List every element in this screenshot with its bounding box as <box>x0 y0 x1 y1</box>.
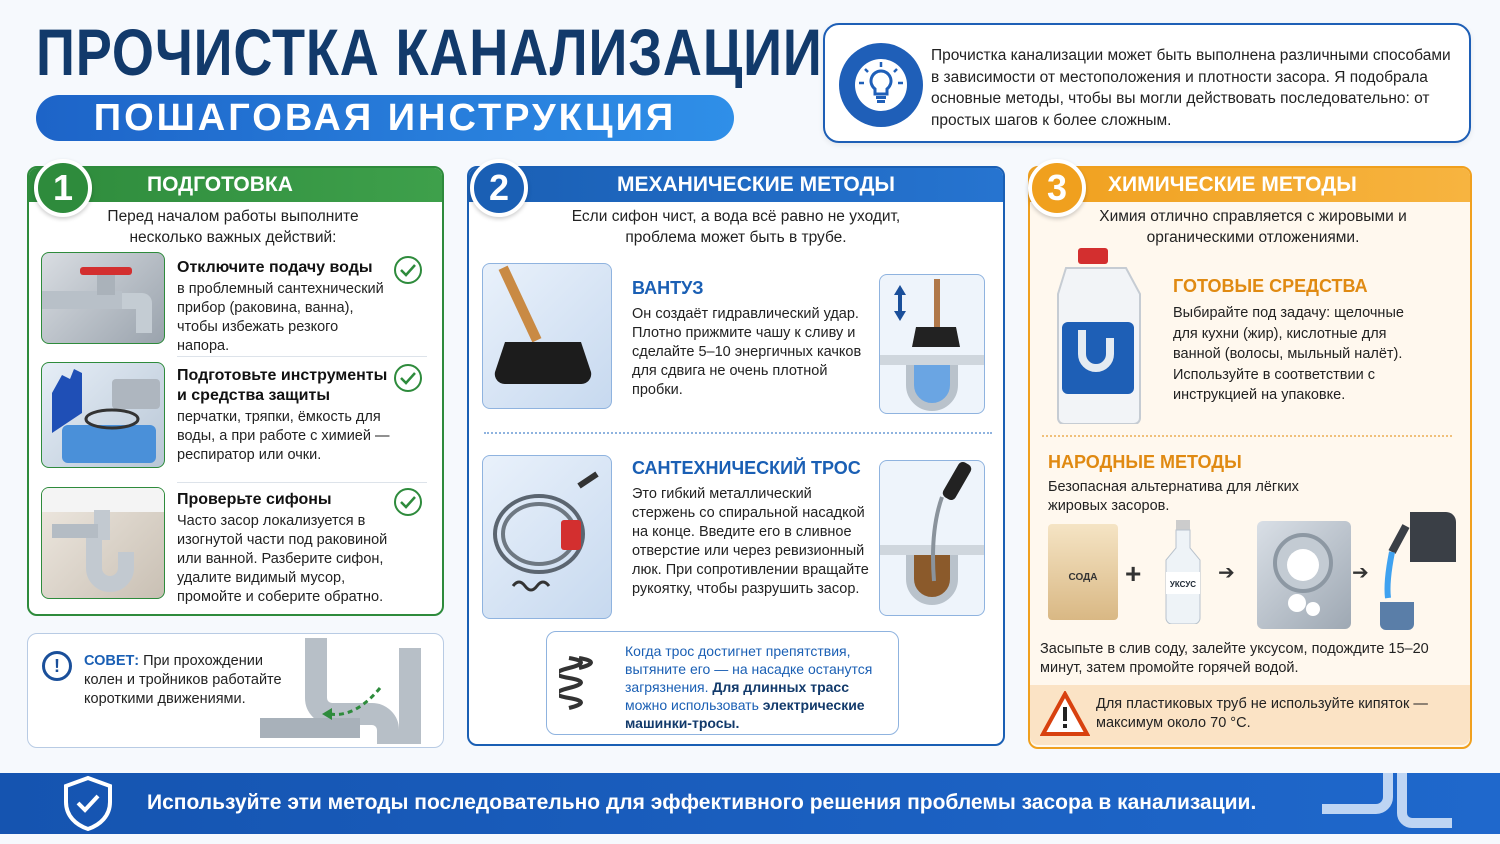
section-chemical <box>1028 166 1472 749</box>
soda-pack-icon <box>1048 524 1118 620</box>
item-tools-title: Подготовьте инструменты и средства защиты <box>177 367 388 404</box>
tip-label: СОВЕТ: <box>84 653 140 669</box>
pipe-elbow-icon <box>260 638 438 749</box>
section-preparation <box>27 166 444 616</box>
plunger-title: ВАНТУЗ <box>632 278 704 298</box>
pipes-icon <box>1322 773 1452 839</box>
arrow-icon: ➔ <box>1218 562 1235 584</box>
warning-icon <box>1040 691 1090 742</box>
plus-sign: + <box>1125 558 1142 589</box>
vinegar-label: УКСУС <box>1169 580 1197 589</box>
kettle-icon <box>1380 502 1466 637</box>
arrow-icon: ➔ <box>1352 562 1369 584</box>
cable-note-mid: можно использовать <box>625 697 759 713</box>
cable-icon <box>482 455 612 619</box>
cable-drain-icon <box>879 460 985 616</box>
section-preparation-lead: Перед началом работы выполните несколько важных действий: <box>107 208 359 246</box>
gloves-icon <box>41 362 165 468</box>
checkmark-icon <box>394 364 422 392</box>
step-number-3: 3 <box>1028 159 1086 217</box>
folk-title: НАРОДНЫЕ МЕТОДЫ <box>1048 452 1242 472</box>
section-mechanical-lead: Если сифон чист, а вода всё равно не уходит, проблема может быть в трубе. <box>571 208 901 246</box>
step-number-1: 1 <box>34 159 92 217</box>
item-tools-text: перчатки, тряпки, ёмкость для воды, а при работе с химией — респиратор или очки. <box>177 409 390 463</box>
item-siphon-title: Проверьте сифоны <box>177 491 332 508</box>
folk-steps-text: Засыпьте в слив соду, залейте уксусом, подождите 15–20 минут, затем промойте горячей водой. <box>1040 641 1429 676</box>
section-preparation-title: ПОДГОТОВКА <box>29 168 442 202</box>
lightbulb-icon <box>839 43 923 127</box>
section-mechanical <box>467 166 1005 746</box>
checkmark-icon <box>394 488 422 516</box>
section-mechanical-title: МЕХАНИЧЕСКИЕ МЕТОДЫ <box>469 168 1003 202</box>
plunger-text: Он создаёт гидравлический удар. Плотно прижмите чашу к сливу и сделайте 5–10 энергичных качков для сдвига не очень плотной пробки. <box>632 306 862 398</box>
item-siphon-text: Часто засор локализуется в изогнутой части под раковиной или ванной. Разберите сифон, удалите видимый мусор, промойте и соберите обратно. <box>177 513 388 605</box>
shield-check-icon <box>60 775 116 836</box>
cable-note <box>546 631 899 735</box>
drain-foam-icon <box>1257 521 1351 629</box>
footer-text: Используйте эти методы последовательно для эффективного решения проблемы засора в канализации. <box>147 791 1257 814</box>
soda-label: СОДА <box>1068 572 1098 583</box>
cable-note-bold2: электрические машинки-тросы. <box>625 697 865 731</box>
step-number-2: 2 <box>470 159 528 217</box>
intro-card <box>823 23 1471 143</box>
tip-text: При прохождении колен и тройников работайте короткими движениями. <box>84 653 282 707</box>
ready-text: Выбирайте под задачу: щелочные для кухни (жир), кислотные для ванной (волосы, мыльный налёт). Используйте в соответствии с инструкцией на упаковке. <box>1173 305 1404 403</box>
ready-title: ГОТОВЫЕ СРЕДСТВА <box>1173 276 1368 296</box>
checkmark-icon <box>394 256 422 284</box>
cable-title: САНТЕХНИЧЕСКИЙ ТРОС <box>632 458 861 478</box>
page-title: ПРОЧИСТКА КАНАЛИЗАЦИИ <box>36 15 823 89</box>
cable-note-text: Когда трос достигнет препятствия, вытяните его — на насадке останутся загрязнения. <box>625 643 873 695</box>
footer-banner <box>0 773 1500 834</box>
faucet-icon <box>41 252 165 344</box>
cleaner-bottle-icon <box>1052 248 1148 429</box>
cable-text: Это гибкий металлический стержень со спиральной насадкой на конце. Введите его в сливное отверстие или через ревизионный люк. При сопротивлении вращайте рукоятку, чтобы разрушить засор. <box>632 486 869 597</box>
intro-text: Прочистка канализации может быть выполнена различными способами в зависимости от местоположения и плотности засора. Я подобрала основные методы, чтобы вы могли действовать последовательно: от простых шагов к более сложным. <box>931 47 1451 129</box>
plunger-drain-icon <box>879 274 985 414</box>
warning-box <box>1030 685 1470 745</box>
section-chemical-title: ХИМИЧЕСКИЕ МЕТОДЫ <box>1030 168 1470 202</box>
vinegar-bottle-icon <box>1158 520 1208 624</box>
tip-card <box>27 633 444 748</box>
page-subtitle: ПОШАГОВАЯ ИНСТРУКЦИЯ <box>36 95 734 141</box>
spiral-icon <box>559 652 605 725</box>
section-chemical-lead: Химия отлично справляется с жировыми и органическими отложениями. <box>1099 208 1407 246</box>
plunger-icon <box>482 263 612 409</box>
item-water-title: Отключите подачу воды <box>177 259 373 276</box>
cable-note-bold: Для длинных трасс <box>712 679 849 695</box>
siphon-icon <box>41 487 165 599</box>
folk-text: Безопасная альтернатива для лёгких жировых засоров. <box>1048 479 1299 514</box>
exclamation-icon: ! <box>42 651 72 681</box>
item-water-text: в проблемный сантехнический прибор (раковина, ванна), чтобы избежать резкого напора. <box>177 281 384 354</box>
warning-text: Для пластиковых труб не используйте кипяток — максимум около 70 °C. <box>1096 696 1428 731</box>
